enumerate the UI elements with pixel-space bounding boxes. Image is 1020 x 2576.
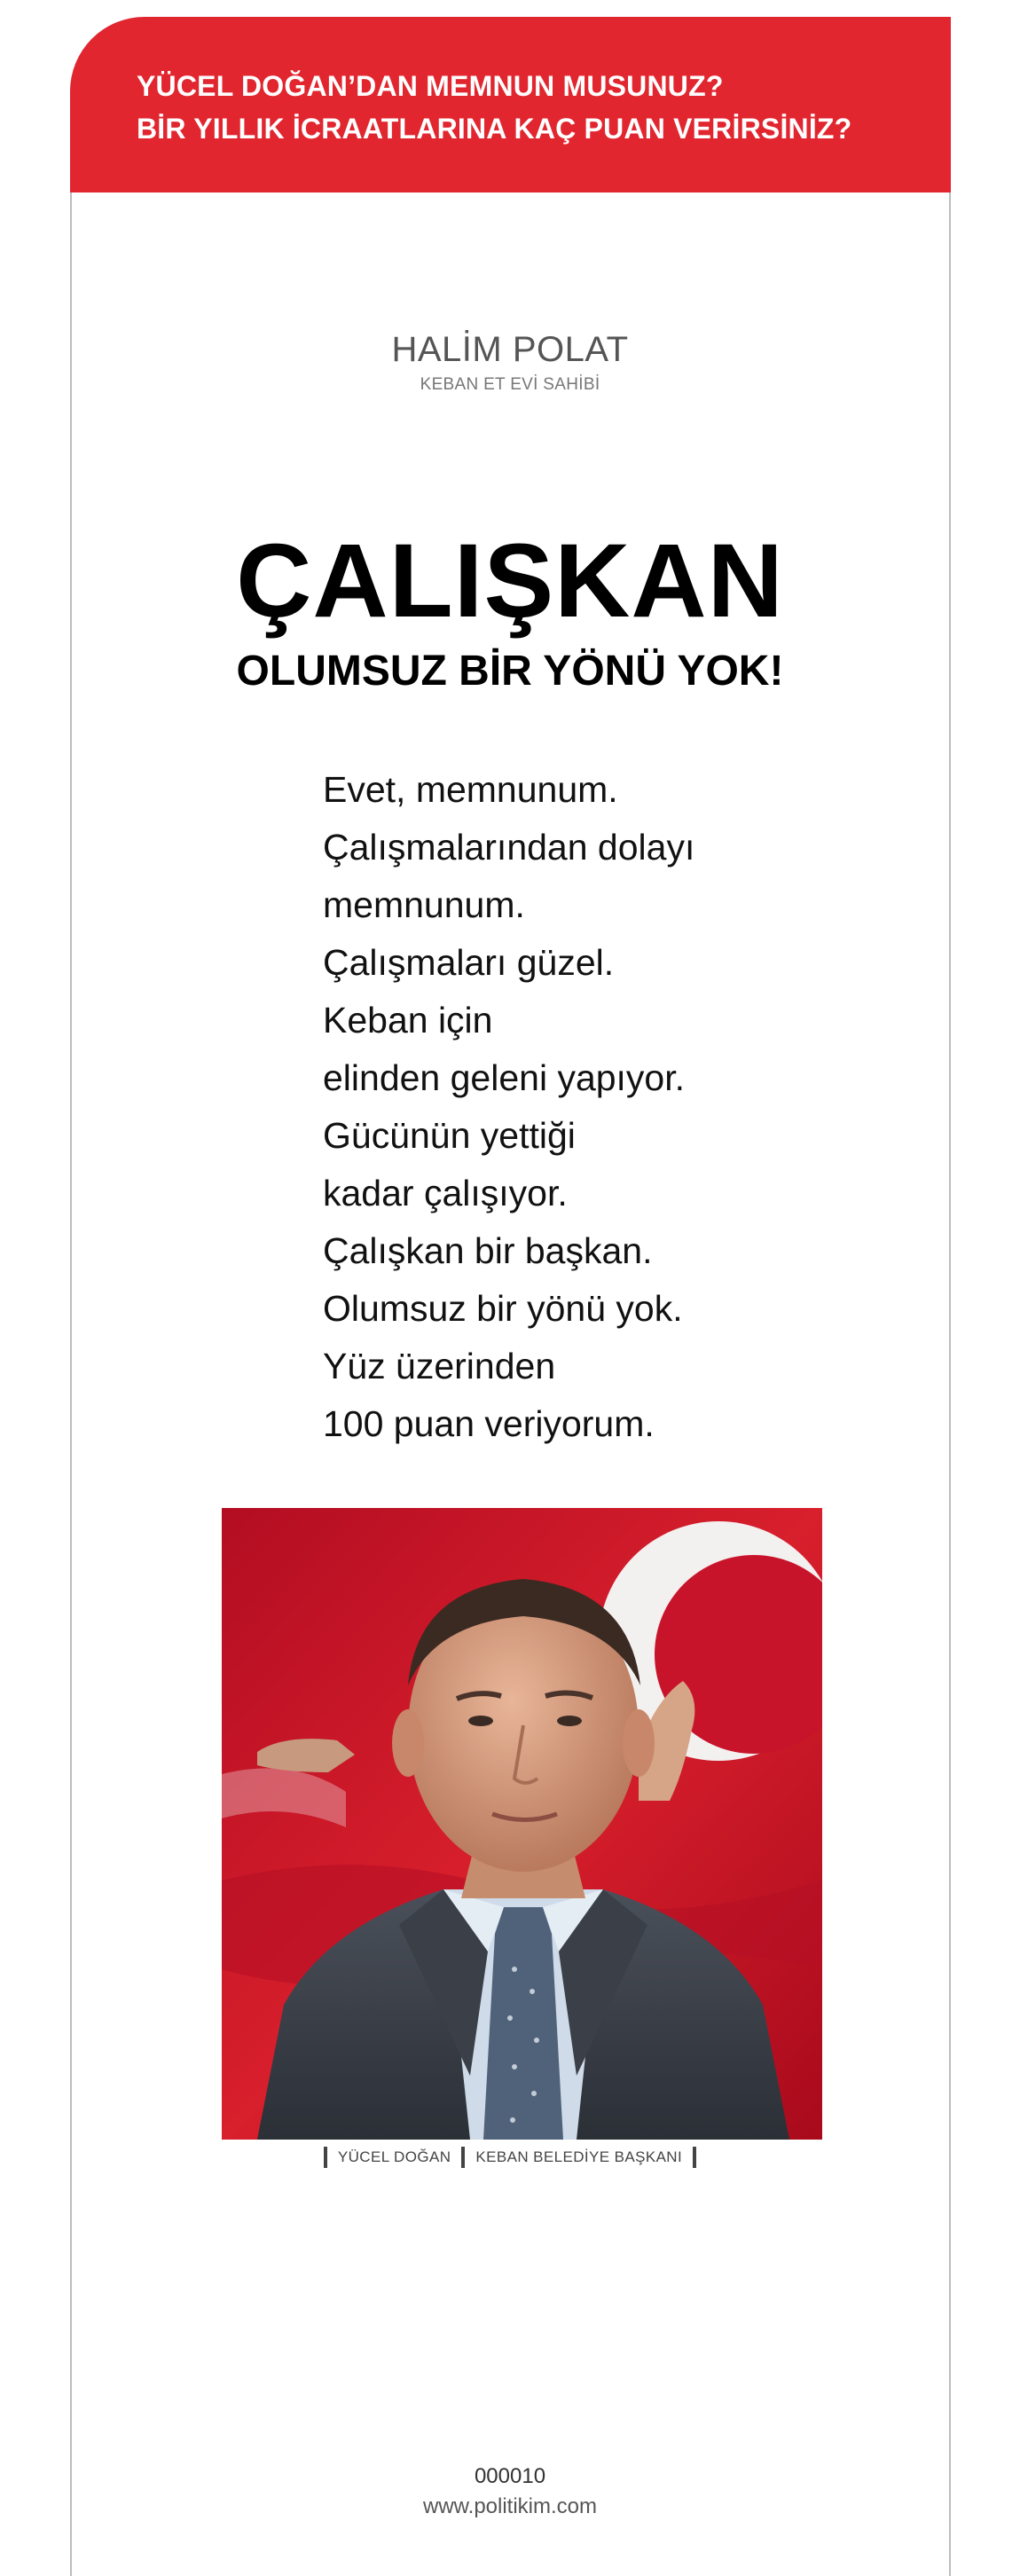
banner-line-2: BİR YILLIK İCRAATLARINA KAÇ PUAN VERİRSİNİZ?	[137, 113, 852, 145]
banner-line-1: YÜCEL DOĞAN’DAN MEMNUN MUSUNUZ?	[137, 70, 724, 102]
quote-line: elinden geleni yapıyor.	[323, 1057, 686, 1098]
caption-divider	[461, 2147, 465, 2168]
site-url: www.politikim.com	[422, 2494, 598, 2518]
quote-body	[323, 761, 820, 1453]
quote-line: Yüz üzerinden	[323, 1346, 556, 1386]
page-footer	[0, 2462, 1020, 2522]
quote-line: Evet, memnunum.	[323, 769, 618, 810]
author-name: HALİM POLAT	[391, 330, 629, 369]
subheadline: OLUMSUZ BİR YÖNÜ YOK!	[236, 648, 784, 695]
quote-line: Gücünün yettiği	[323, 1115, 576, 1156]
quote-line: kadar çalışıyor.	[323, 1173, 568, 1213]
caption-divider	[324, 2147, 327, 2168]
quote-line: memnunum.	[323, 884, 525, 925]
page-code: 000010	[474, 2464, 546, 2488]
caption-role: KEBAN BELEDİYE BAŞKANI	[475, 2148, 683, 2165]
quote-line: Olumsuz bir yönü yok.	[323, 1288, 683, 1329]
author-title: KEBAN ET EVİ SAHİBİ	[420, 375, 600, 394]
quote-line: 100 puan veriyorum.	[323, 1403, 655, 1444]
question-banner	[70, 17, 951, 192]
author-block	[0, 330, 1020, 395]
quote-line: Çalışmaları güzel.	[323, 942, 615, 983]
mayor-photo	[222, 1508, 822, 2140]
caption-divider	[693, 2147, 696, 2168]
quote-line: Çalışkan bir başkan.	[323, 1230, 653, 1271]
headline: ÇALIŞKAN	[236, 522, 784, 640]
caption-name: YÜCEL DOĞAN	[337, 2148, 451, 2165]
photo-caption	[0, 2147, 1020, 2168]
quote-line: Keban için	[323, 1000, 493, 1041]
quote-line: Çalışmalarından dolayı	[323, 827, 695, 868]
portrait-illustration	[222, 1508, 822, 2140]
